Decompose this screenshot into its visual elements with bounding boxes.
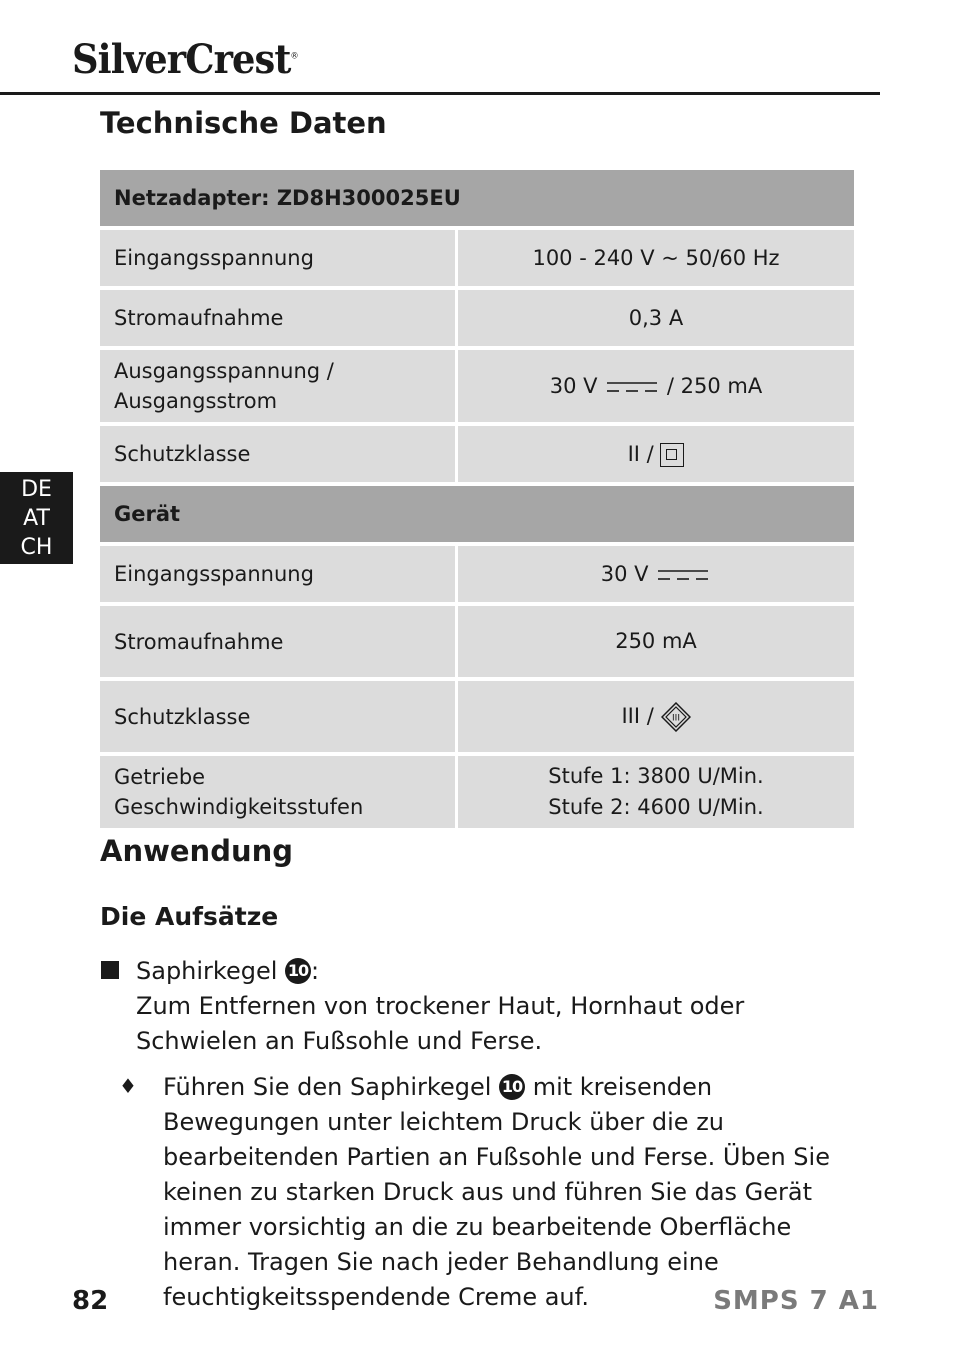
row-value: 0,3 A <box>458 290 854 346</box>
protection-class-2-icon <box>660 443 684 467</box>
language-tab <box>0 472 73 564</box>
adapter-header: Netzadapter: ZD8H300025EU <box>100 170 854 226</box>
table-section-row <box>100 486 854 542</box>
row-label: Getriebe Geschwindigkeitsstufen <box>100 756 458 828</box>
row-label: Stromaufnahme <box>100 606 458 677</box>
attachment-description: Zum Entfernen von trockener Haut, Hornhaut oder Schwielen an Fußsohle und Ferse. <box>136 992 745 1055</box>
table-row <box>100 756 854 828</box>
table-row <box>100 606 854 677</box>
square-bullet-icon <box>101 961 119 979</box>
reference-number-badge: 10 <box>499 1074 525 1100</box>
page-number: 82 <box>72 1286 109 1316</box>
reference-number-badge: 10 <box>285 958 311 984</box>
spec-table <box>100 166 854 832</box>
brand-logo: SilverCrest® <box>72 36 298 83</box>
table-row <box>100 426 854 482</box>
model-name: SMPS 7 A1 <box>713 1286 879 1316</box>
table-row <box>100 546 854 602</box>
svg-text:III: III <box>671 713 680 724</box>
dc-symbol-icon <box>658 568 708 582</box>
language-ch: CH <box>20 535 53 560</box>
row-value: II / <box>458 426 854 482</box>
row-label: Schutzklasse <box>100 681 458 752</box>
row-label: Schutzklasse <box>100 426 458 482</box>
section-title-technical: Technische Daten <box>100 106 387 140</box>
diamond-bullet-icon: ♦ <box>119 1074 137 1098</box>
row-value: 30 V <box>458 546 854 602</box>
device-header: Gerät <box>100 486 854 542</box>
dc-symbol-icon <box>607 380 657 394</box>
table-section-row <box>100 170 854 226</box>
table-row <box>100 230 854 286</box>
row-label: Ausgangsspannung / Ausgangsstrom <box>100 350 458 422</box>
protection-class-3-icon <box>661 702 691 732</box>
subsection-title-attachments: Die Aufsätze <box>100 902 279 931</box>
language-de: DE <box>21 477 52 502</box>
row-value: 30 V / 250 mA <box>458 350 854 422</box>
row-value: Stufe 1: 3800 U/Min. Stufe 2: 4600 U/Min. <box>458 756 854 828</box>
attachment-instruction: Führen Sie den Saphirkegel 10 mit kreisenden Bewegungen unter leichtem Druck über die zu bearbeitenden Partien an Fußsohle und Ferse. Üben Sie keinen zu starken Druck aus und führen Sie das Gerät immer vorsichtig an die zu bearbeitende Oberfläche heran. Tragen Sie nach jeder Behandlung eine feuchtigkeitsspendende Creme auf. <box>163 1073 830 1311</box>
row-value: 250 mA <box>458 606 854 677</box>
row-value: III / III <box>458 681 854 752</box>
table-row <box>100 350 854 422</box>
row-label: Eingangsspannung <box>100 230 458 286</box>
language-at: AT <box>23 506 50 531</box>
header-rule <box>0 92 880 95</box>
row-label: Eingangsspannung <box>100 546 458 602</box>
row-value: 100 - 240 V ~ 50/60 Hz <box>458 230 854 286</box>
section-title-usage: Anwendung <box>100 834 294 868</box>
row-label: Stromaufnahme <box>100 290 458 346</box>
table-row <box>100 290 854 346</box>
table-row <box>100 681 854 752</box>
attachment-heading: Saphirkegel 10 : <box>136 957 320 985</box>
